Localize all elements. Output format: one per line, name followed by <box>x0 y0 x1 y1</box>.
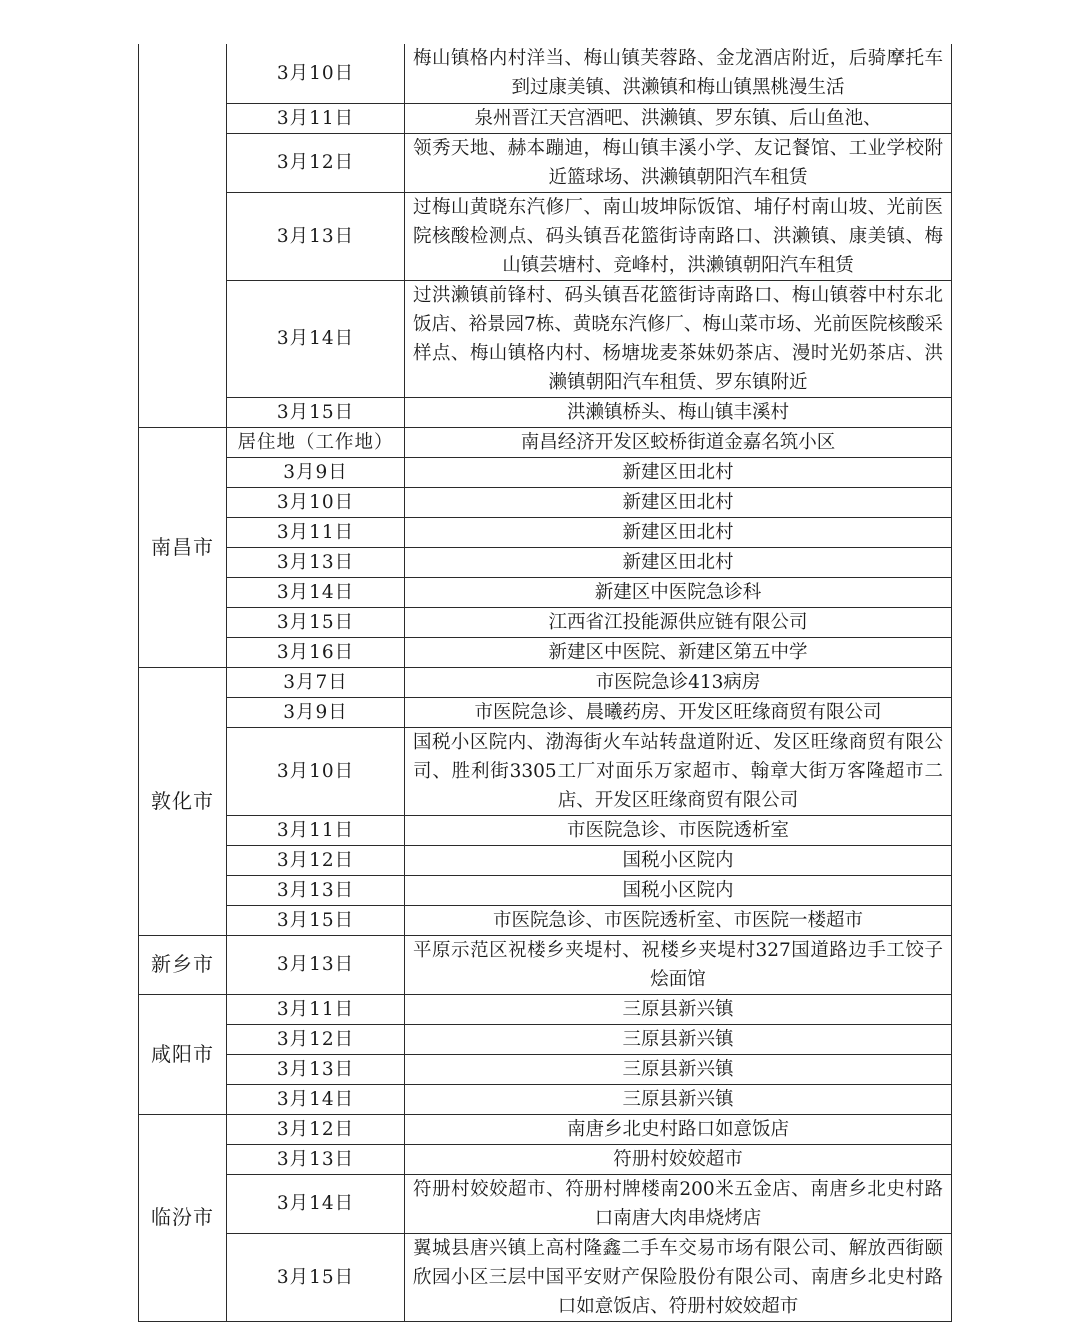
place-cell: 翼城县唐兴镇上高村隆鑫二手车交易市场有限公司、解放西街颐欣园小区三层中国平安财产保险股份有限公司、南唐乡北史村路口如意饭店、符册村姣姣超市 <box>405 1233 952 1321</box>
date-cell: 3月13日 <box>227 875 405 905</box>
date-cell: 3月7日 <box>227 667 405 697</box>
table-row <box>139 1233 952 1321</box>
place-cell: 梅山镇格内村洋当、梅山镇芙蓉路、金龙酒店附近，后骑摩托车到过康美镇、洪濑镇和梅山镇黑桃漫生活 <box>405 44 952 103</box>
table-row <box>139 845 952 875</box>
table-row <box>139 815 952 845</box>
table-row <box>139 103 952 133</box>
table-row <box>139 727 952 815</box>
table-row <box>139 1114 952 1144</box>
place-cell: 新建区中医院、新建区第五中学 <box>405 637 952 667</box>
table-row <box>139 397 952 427</box>
itinerary-table <box>138 44 952 1322</box>
table-row <box>139 875 952 905</box>
city-cell: 敦化市 <box>139 667 227 935</box>
date-cell: 3月10日 <box>227 44 405 103</box>
place-cell: 符册村姣姣超市、符册村牌楼南200米五金店、南唐乡北史村路口南唐大肉串烧烤店 <box>405 1174 952 1233</box>
table-row <box>139 487 952 517</box>
table-row <box>139 44 952 103</box>
city-cell: 南昌市 <box>139 427 227 667</box>
date-cell: 3月13日 <box>227 1054 405 1084</box>
place-cell: 三原县新兴镇 <box>405 1054 952 1084</box>
table-row <box>139 192 952 280</box>
place-cell: 三原县新兴镇 <box>405 994 952 1024</box>
place-cell: 南唐乡北史村路口如意饭店 <box>405 1114 952 1144</box>
date-cell: 3月14日 <box>227 1174 405 1233</box>
date-cell: 3月13日 <box>227 935 405 994</box>
table-row <box>139 697 952 727</box>
table-row <box>139 1084 952 1114</box>
date-cell: 3月11日 <box>227 815 405 845</box>
table-row <box>139 1174 952 1233</box>
date-cell: 3月12日 <box>227 1024 405 1054</box>
table-row <box>139 935 952 994</box>
itinerary-table-body <box>139 44 952 1321</box>
place-cell: 新建区田北村 <box>405 457 952 487</box>
date-cell: 3月9日 <box>227 697 405 727</box>
table-row <box>139 1024 952 1054</box>
date-cell: 3月15日 <box>227 397 405 427</box>
table-row <box>139 133 952 192</box>
table-row <box>139 280 952 397</box>
place-cell: 泉州晋江天宫酒吧、洪濑镇、罗东镇、后山鱼池、 <box>405 103 952 133</box>
place-cell: 市医院急诊、市医院透析室、市医院一楼超市 <box>405 905 952 935</box>
date-cell: 3月10日 <box>227 487 405 517</box>
date-cell: 3月10日 <box>227 727 405 815</box>
date-cell: 3月11日 <box>227 994 405 1024</box>
date-cell: 3月9日 <box>227 457 405 487</box>
place-cell: 新建区田北村 <box>405 547 952 577</box>
date-cell: 3月11日 <box>227 103 405 133</box>
city-cell: 新乡市 <box>139 935 227 994</box>
table-row <box>139 457 952 487</box>
date-cell: 3月15日 <box>227 1233 405 1321</box>
place-cell: 市医院急诊、市医院透析室 <box>405 815 952 845</box>
table-row <box>139 427 952 457</box>
place-cell: 过梅山黄晓东汽修厂、南山坡坤际饭馆、埔仔村南山坡、光前医院核酸检测点、码头镇吾花篮街诗南路口、洪濑镇、康美镇、梅山镇芸塘村、竞峰村，洪濑镇朝阳汽车租赁 <box>405 192 952 280</box>
date-cell: 3月14日 <box>227 280 405 397</box>
place-cell: 国税小区院内 <box>405 845 952 875</box>
place-cell: 市医院急诊、晨曦药房、开发区旺缘商贸有限公司 <box>405 697 952 727</box>
place-cell: 新建区中医院急诊科 <box>405 577 952 607</box>
table-row <box>139 547 952 577</box>
date-cell: 3月13日 <box>227 1144 405 1174</box>
place-cell: 三原县新兴镇 <box>405 1024 952 1054</box>
date-cell: 3月12日 <box>227 845 405 875</box>
table-row <box>139 1144 952 1174</box>
table-row <box>139 905 952 935</box>
date-cell: 3月12日 <box>227 1114 405 1144</box>
place-cell: 国税小区院内、渤海街火车站转盘道附近、发区旺缘商贸有限公司、胜利街3305工厂对面乐万家超市、翰章大街万客隆超市二店、开发区旺缘商贸有限公司 <box>405 727 952 815</box>
table-row <box>139 637 952 667</box>
table-row <box>139 577 952 607</box>
place-cell: 三原县新兴镇 <box>405 1084 952 1114</box>
place-cell: 江西省江投能源供应链有限公司 <box>405 607 952 637</box>
place-cell: 市医院急诊413病房 <box>405 667 952 697</box>
date-cell: 3月15日 <box>227 905 405 935</box>
date-cell: 3月13日 <box>227 192 405 280</box>
date-cell: 3月13日 <box>227 547 405 577</box>
date-cell: 3月16日 <box>227 637 405 667</box>
table-row <box>139 517 952 547</box>
city-cell: 咸阳市 <box>139 994 227 1114</box>
city-cell: 临汾市 <box>139 1114 227 1321</box>
place-cell: 新建区田北村 <box>405 487 952 517</box>
place-cell: 新建区田北村 <box>405 517 952 547</box>
date-cell: 3月11日 <box>227 517 405 547</box>
date-cell: 3月15日 <box>227 607 405 637</box>
table-row <box>139 607 952 637</box>
date-cell: 3月12日 <box>227 133 405 192</box>
city-cell <box>139 44 227 427</box>
place-cell: 符册村姣姣超市 <box>405 1144 952 1174</box>
place-cell: 过洪濑镇前锋村、码头镇吾花篮街诗南路口、梅山镇蓉中村东北饭店、裕景园7栋、黄晓东汽修厂、梅山菜市场、光前医院核酸采样点、梅山镇格内村、杨塘垅麦茶妹奶茶店、漫时光奶茶店、洪濑镇朝阳汽车租赁、罗东镇附近 <box>405 280 952 397</box>
date-cell: 3月14日 <box>227 577 405 607</box>
table-row <box>139 994 952 1024</box>
place-cell: 领秀天地、赫本蹦迪，梅山镇丰溪小学、友记餐馆、工业学校附近篮球场、洪濑镇朝阳汽车租赁 <box>405 133 952 192</box>
date-cell: 居住地（工作地） <box>227 427 405 457</box>
place-cell: 南昌经济开发区蛟桥街道金嘉名筑小区 <box>405 427 952 457</box>
date-cell: 3月14日 <box>227 1084 405 1114</box>
place-cell: 国税小区院内 <box>405 875 952 905</box>
table-row <box>139 667 952 697</box>
place-cell: 洪濑镇桥头、梅山镇丰溪村 <box>405 397 952 427</box>
table-row <box>139 1054 952 1084</box>
place-cell: 平原示范区祝楼乡夹堤村、祝楼乡夹堤村327国道路边手工饺子烩面馆 <box>405 935 952 994</box>
